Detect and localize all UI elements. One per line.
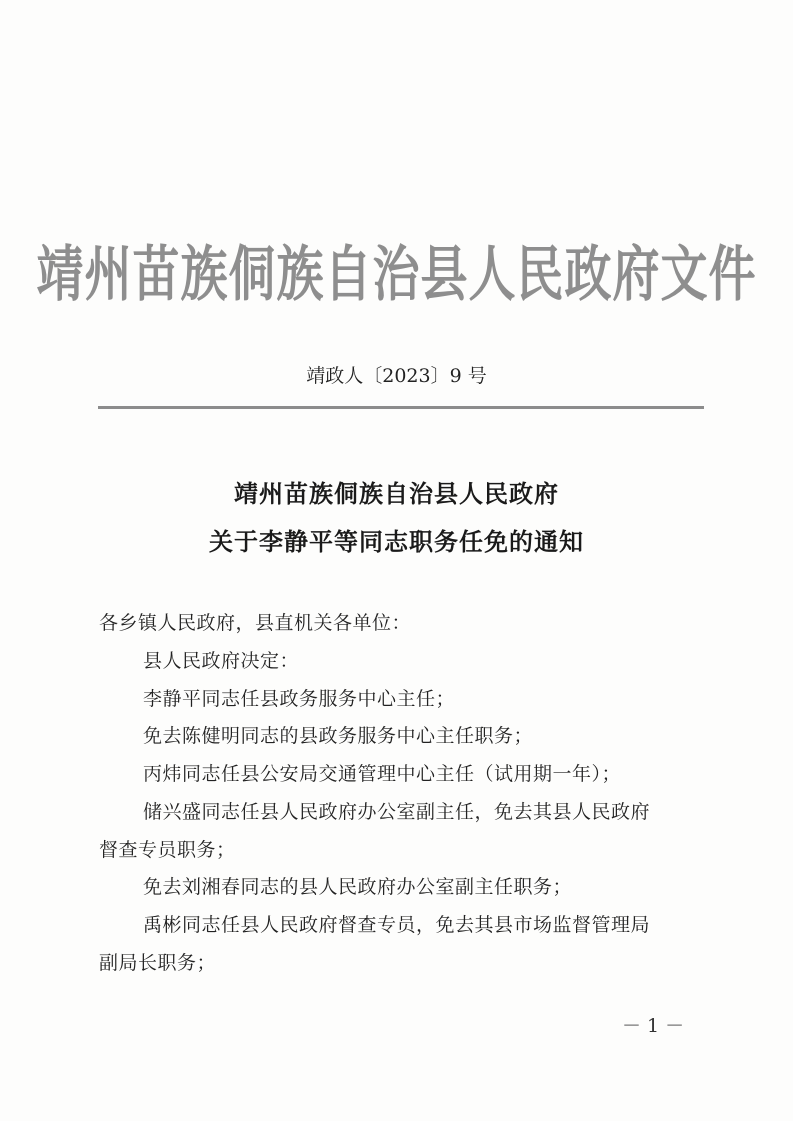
body-paragraph-continuation: 副局长职务； [99, 952, 217, 974]
body-paragraph: 丙炜同志任县公安局交通管理中心主任（试用期一年）； [143, 763, 622, 785]
notice-title-line-2: 关于李静平等同志职务任免的通知 [209, 528, 584, 556]
body-paragraph: 李静平同志任县政务服务中心主任； [143, 688, 456, 710]
page-number: － 1 － [622, 1015, 685, 1037]
salutation: 各乡镇人民政府，县直机关各单位： [99, 612, 412, 634]
document-number: 靖政人〔2023〕9 号 [306, 365, 487, 387]
body-paragraph: 储兴盛同志任县人民政府办公室副主任，免去其县人民政府 [143, 801, 651, 823]
notice-title-line-1: 靖州苗族侗族自治县人民政府 [234, 480, 559, 508]
header-divider [98, 406, 704, 409]
body-paragraph: 免去陈健明同志的县政务服务中心主任职务； [143, 725, 534, 747]
document-header-title: 靖州苗族侗族自治县人民政府文件 [36, 239, 757, 311]
body-paragraph: 禹彬同志任县人民政府督查专员，免去其县市场监督管理局 [143, 914, 651, 936]
body-paragraph: 免去刘湘春同志的县人民政府办公室副主任职务； [143, 876, 573, 898]
body-paragraph-continuation: 督查专员职务； [99, 839, 236, 861]
body-paragraph: 县人民政府决定： [143, 650, 300, 672]
